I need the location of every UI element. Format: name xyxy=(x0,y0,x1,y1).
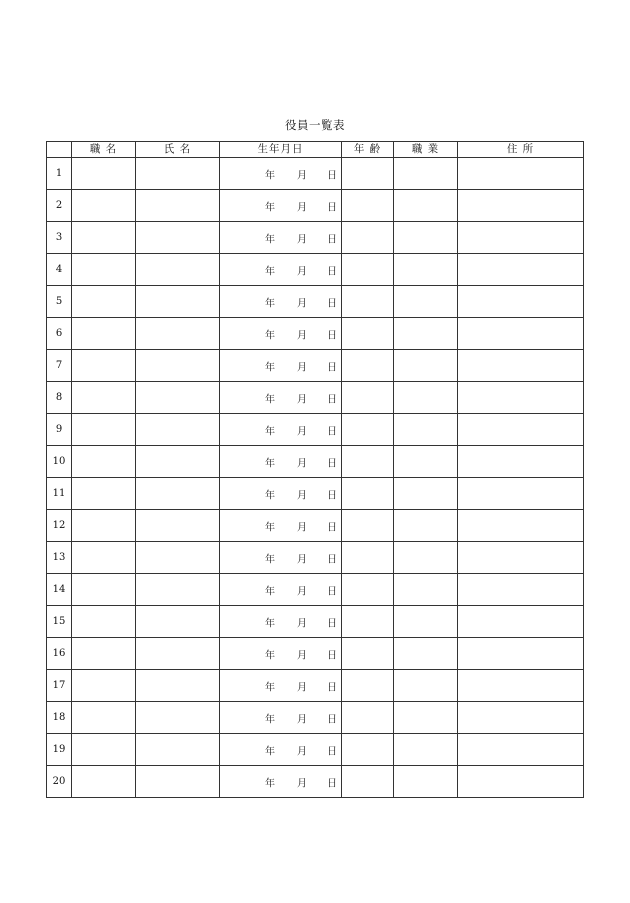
month-label: 月 xyxy=(297,426,307,437)
day-label: 日 xyxy=(327,298,337,309)
table-row xyxy=(47,574,584,606)
header-occupation: 職 業 xyxy=(394,142,458,158)
age-cell[interactable] xyxy=(342,510,394,542)
age-cell[interactable] xyxy=(342,350,394,382)
birthdate-cell[interactable] xyxy=(220,766,342,798)
day-label: 日 xyxy=(327,554,337,565)
address-cell[interactable] xyxy=(458,318,584,350)
birthdate-cell[interactable] xyxy=(220,542,342,574)
occupation-cell[interactable] xyxy=(394,702,458,734)
occupation-cell[interactable] xyxy=(394,478,458,510)
age-cell[interactable] xyxy=(342,478,394,510)
position-cell[interactable] xyxy=(72,542,136,574)
table-header xyxy=(47,142,584,158)
row-number: 2 xyxy=(47,190,72,222)
position-cell[interactable] xyxy=(72,574,136,606)
row-number: 11 xyxy=(47,478,72,510)
address-cell[interactable] xyxy=(458,510,584,542)
year-label: 年 xyxy=(265,650,275,661)
age-cell[interactable] xyxy=(342,574,394,606)
name-cell[interactable] xyxy=(136,190,220,222)
month-label: 月 xyxy=(297,266,307,277)
row-number: 7 xyxy=(47,350,72,382)
day-label: 日 xyxy=(327,394,337,405)
day-label: 日 xyxy=(327,746,337,757)
address-cell[interactable] xyxy=(458,574,584,606)
year-label: 年 xyxy=(265,554,275,565)
birthdate-cell[interactable] xyxy=(220,478,342,510)
name-cell[interactable] xyxy=(136,734,220,766)
occupation-cell[interactable] xyxy=(394,318,458,350)
birthdate-cell[interactable] xyxy=(220,670,342,702)
age-cell[interactable] xyxy=(342,606,394,638)
header-address: 住 所 xyxy=(458,142,584,158)
birthdate-cell[interactable] xyxy=(220,254,342,286)
table-row xyxy=(47,222,584,254)
month-label: 月 xyxy=(297,554,307,565)
month-label: 月 xyxy=(297,362,307,373)
position-cell[interactable] xyxy=(72,222,136,254)
age-cell[interactable] xyxy=(342,254,394,286)
row-number: 20 xyxy=(47,766,72,798)
table-row xyxy=(47,702,584,734)
day-label: 日 xyxy=(327,682,337,693)
position-cell[interactable] xyxy=(72,702,136,734)
position-cell[interactable] xyxy=(72,670,136,702)
birthdate-cell[interactable] xyxy=(220,702,342,734)
table-row xyxy=(47,382,584,414)
year-label: 年 xyxy=(265,330,275,341)
day-label: 日 xyxy=(327,426,337,437)
age-cell[interactable] xyxy=(342,734,394,766)
position-cell[interactable] xyxy=(72,510,136,542)
age-cell[interactable] xyxy=(342,414,394,446)
address-cell[interactable] xyxy=(458,286,584,318)
row-number: 5 xyxy=(47,286,72,318)
birthdate-cell[interactable] xyxy=(220,318,342,350)
year-label: 年 xyxy=(265,682,275,693)
day-label: 日 xyxy=(327,202,337,213)
table-row xyxy=(47,734,584,766)
name-cell[interactable] xyxy=(136,670,220,702)
position-cell[interactable] xyxy=(72,638,136,670)
year-label: 年 xyxy=(265,746,275,757)
position-cell[interactable] xyxy=(72,254,136,286)
occupation-cell[interactable] xyxy=(394,446,458,478)
year-label: 年 xyxy=(265,234,275,245)
day-label: 日 xyxy=(327,714,337,725)
row-number: 12 xyxy=(47,510,72,542)
month-label: 月 xyxy=(297,394,307,405)
day-label: 日 xyxy=(327,778,337,789)
address-cell[interactable] xyxy=(458,158,584,190)
address-cell[interactable] xyxy=(458,414,584,446)
position-cell[interactable] xyxy=(72,734,136,766)
address-cell[interactable] xyxy=(458,254,584,286)
birthdate-cell[interactable] xyxy=(220,734,342,766)
occupation-cell[interactable] xyxy=(394,286,458,318)
month-label: 月 xyxy=(297,170,307,181)
header-birthdate: 生年月日 xyxy=(220,142,342,158)
occupation-cell[interactable] xyxy=(394,510,458,542)
occupation-cell[interactable] xyxy=(394,638,458,670)
position-cell[interactable] xyxy=(72,478,136,510)
day-label: 日 xyxy=(327,362,337,373)
day-label: 日 xyxy=(327,330,337,341)
row-number: 15 xyxy=(47,606,72,638)
table-row xyxy=(47,350,584,382)
row-number: 1 xyxy=(47,158,72,190)
age-cell[interactable] xyxy=(342,158,394,190)
month-label: 月 xyxy=(297,618,307,629)
occupation-cell[interactable] xyxy=(394,606,458,638)
occupation-cell[interactable] xyxy=(394,222,458,254)
address-cell[interactable] xyxy=(458,702,584,734)
table-row xyxy=(47,478,584,510)
name-cell[interactable] xyxy=(136,318,220,350)
day-label: 日 xyxy=(327,650,337,661)
day-label: 日 xyxy=(327,266,337,277)
year-label: 年 xyxy=(265,426,275,437)
year-label: 年 xyxy=(265,618,275,629)
birthdate-cell[interactable] xyxy=(220,606,342,638)
header-no xyxy=(47,142,72,158)
month-label: 月 xyxy=(297,458,307,469)
year-label: 年 xyxy=(265,458,275,469)
month-label: 月 xyxy=(297,714,307,725)
year-label: 年 xyxy=(265,394,275,405)
occupation-cell[interactable] xyxy=(394,670,458,702)
month-label: 月 xyxy=(297,330,307,341)
age-cell[interactable] xyxy=(342,318,394,350)
month-label: 月 xyxy=(297,778,307,789)
name-cell[interactable] xyxy=(136,510,220,542)
month-label: 月 xyxy=(297,586,307,597)
address-cell[interactable] xyxy=(458,734,584,766)
table-body xyxy=(47,158,584,798)
occupation-cell[interactable] xyxy=(394,542,458,574)
birthdate-cell[interactable] xyxy=(220,414,342,446)
header-age: 年 齢 xyxy=(342,142,394,158)
year-label: 年 xyxy=(265,522,275,533)
occupation-cell[interactable] xyxy=(394,254,458,286)
age-cell[interactable] xyxy=(342,222,394,254)
occupation-cell[interactable] xyxy=(394,158,458,190)
position-cell[interactable] xyxy=(72,382,136,414)
name-cell[interactable] xyxy=(136,254,220,286)
name-cell[interactable] xyxy=(136,702,220,734)
table-row xyxy=(47,766,584,798)
table-row xyxy=(47,286,584,318)
age-cell[interactable] xyxy=(342,286,394,318)
position-cell[interactable] xyxy=(72,606,136,638)
month-label: 月 xyxy=(297,522,307,533)
position-cell[interactable] xyxy=(72,158,136,190)
address-cell[interactable] xyxy=(458,350,584,382)
day-label: 日 xyxy=(327,170,337,181)
name-cell[interactable] xyxy=(136,222,220,254)
table-row xyxy=(47,510,584,542)
header-row xyxy=(47,142,584,158)
month-label: 月 xyxy=(297,650,307,661)
address-cell[interactable] xyxy=(458,446,584,478)
occupation-cell[interactable] xyxy=(394,190,458,222)
header-position: 職 名 xyxy=(72,142,136,158)
table-row xyxy=(47,254,584,286)
position-cell[interactable] xyxy=(72,318,136,350)
position-cell[interactable] xyxy=(72,350,136,382)
row-number: 10 xyxy=(47,446,72,478)
month-label: 月 xyxy=(297,490,307,501)
birthdate-cell[interactable] xyxy=(220,158,342,190)
name-cell[interactable] xyxy=(136,542,220,574)
row-number: 13 xyxy=(47,542,72,574)
birthdate-cell[interactable] xyxy=(220,638,342,670)
address-cell[interactable] xyxy=(458,478,584,510)
year-label: 年 xyxy=(265,586,275,597)
row-number: 16 xyxy=(47,638,72,670)
age-cell[interactable] xyxy=(342,702,394,734)
table-row xyxy=(47,446,584,478)
name-cell[interactable] xyxy=(136,606,220,638)
row-number: 19 xyxy=(47,734,72,766)
row-number: 6 xyxy=(47,318,72,350)
day-label: 日 xyxy=(327,234,337,245)
position-cell[interactable] xyxy=(72,190,136,222)
name-cell[interactable] xyxy=(136,638,220,670)
row-number: 18 xyxy=(47,702,72,734)
address-cell[interactable] xyxy=(458,606,584,638)
name-cell[interactable] xyxy=(136,350,220,382)
address-cell[interactable] xyxy=(458,382,584,414)
month-label: 月 xyxy=(297,298,307,309)
name-cell[interactable] xyxy=(136,286,220,318)
name-cell[interactable] xyxy=(136,574,220,606)
year-label: 年 xyxy=(265,298,275,309)
month-label: 月 xyxy=(297,234,307,245)
address-cell[interactable] xyxy=(458,190,584,222)
address-cell[interactable] xyxy=(458,222,584,254)
row-number: 3 xyxy=(47,222,72,254)
occupation-cell[interactable] xyxy=(394,382,458,414)
birthdate-cell[interactable] xyxy=(220,222,342,254)
page-title: 役員一覧表 xyxy=(285,118,345,132)
age-cell[interactable] xyxy=(342,542,394,574)
occupation-cell[interactable] xyxy=(394,734,458,766)
month-label: 月 xyxy=(297,682,307,693)
day-label: 日 xyxy=(327,490,337,501)
year-label: 年 xyxy=(265,362,275,373)
age-cell[interactable] xyxy=(342,446,394,478)
name-cell[interactable] xyxy=(136,414,220,446)
day-label: 日 xyxy=(327,618,337,629)
occupation-cell[interactable] xyxy=(394,350,458,382)
birthdate-cell[interactable] xyxy=(220,382,342,414)
year-label: 年 xyxy=(265,170,275,181)
header-name: 氏 名 xyxy=(136,142,220,158)
table-row xyxy=(47,670,584,702)
birthdate-cell[interactable] xyxy=(220,446,342,478)
name-cell[interactable] xyxy=(136,158,220,190)
year-label: 年 xyxy=(265,202,275,213)
day-label: 日 xyxy=(327,522,337,533)
occupation-cell[interactable] xyxy=(394,414,458,446)
name-cell[interactable] xyxy=(136,382,220,414)
name-cell[interactable] xyxy=(136,766,220,798)
age-cell[interactable] xyxy=(342,670,394,702)
row-number: 14 xyxy=(47,574,72,606)
year-label: 年 xyxy=(265,266,275,277)
birthdate-cell[interactable] xyxy=(220,574,342,606)
row-number: 8 xyxy=(47,382,72,414)
age-cell[interactable] xyxy=(342,190,394,222)
table-row xyxy=(47,318,584,350)
name-cell[interactable] xyxy=(136,478,220,510)
year-label: 年 xyxy=(265,714,275,725)
occupation-cell[interactable] xyxy=(394,766,458,798)
table-row xyxy=(47,414,584,446)
age-cell[interactable] xyxy=(342,766,394,798)
row-number: 4 xyxy=(47,254,72,286)
birthdate-cell[interactable] xyxy=(220,190,342,222)
table-row xyxy=(47,638,584,670)
table-row xyxy=(47,158,584,190)
name-cell[interactable] xyxy=(136,446,220,478)
age-cell[interactable] xyxy=(342,382,394,414)
address-cell[interactable] xyxy=(458,542,584,574)
officer-roster-table xyxy=(46,141,584,798)
year-label: 年 xyxy=(265,490,275,501)
address-cell[interactable] xyxy=(458,670,584,702)
position-cell[interactable] xyxy=(72,414,136,446)
position-cell[interactable] xyxy=(72,286,136,318)
day-label: 日 xyxy=(327,458,337,469)
table-row xyxy=(47,542,584,574)
birthdate-cell[interactable] xyxy=(220,350,342,382)
address-cell[interactable] xyxy=(458,638,584,670)
year-label: 年 xyxy=(265,778,275,789)
table-row xyxy=(47,606,584,638)
month-label: 月 xyxy=(297,746,307,757)
position-cell[interactable] xyxy=(72,766,136,798)
month-label: 月 xyxy=(297,202,307,213)
row-number: 17 xyxy=(47,670,72,702)
address-cell[interactable] xyxy=(458,766,584,798)
occupation-cell[interactable] xyxy=(394,574,458,606)
birthdate-cell[interactable] xyxy=(220,510,342,542)
position-cell[interactable] xyxy=(72,446,136,478)
age-cell[interactable] xyxy=(342,638,394,670)
day-label: 日 xyxy=(327,586,337,597)
row-number: 9 xyxy=(47,414,72,446)
birthdate-cell[interactable] xyxy=(220,286,342,318)
table-row xyxy=(47,190,584,222)
